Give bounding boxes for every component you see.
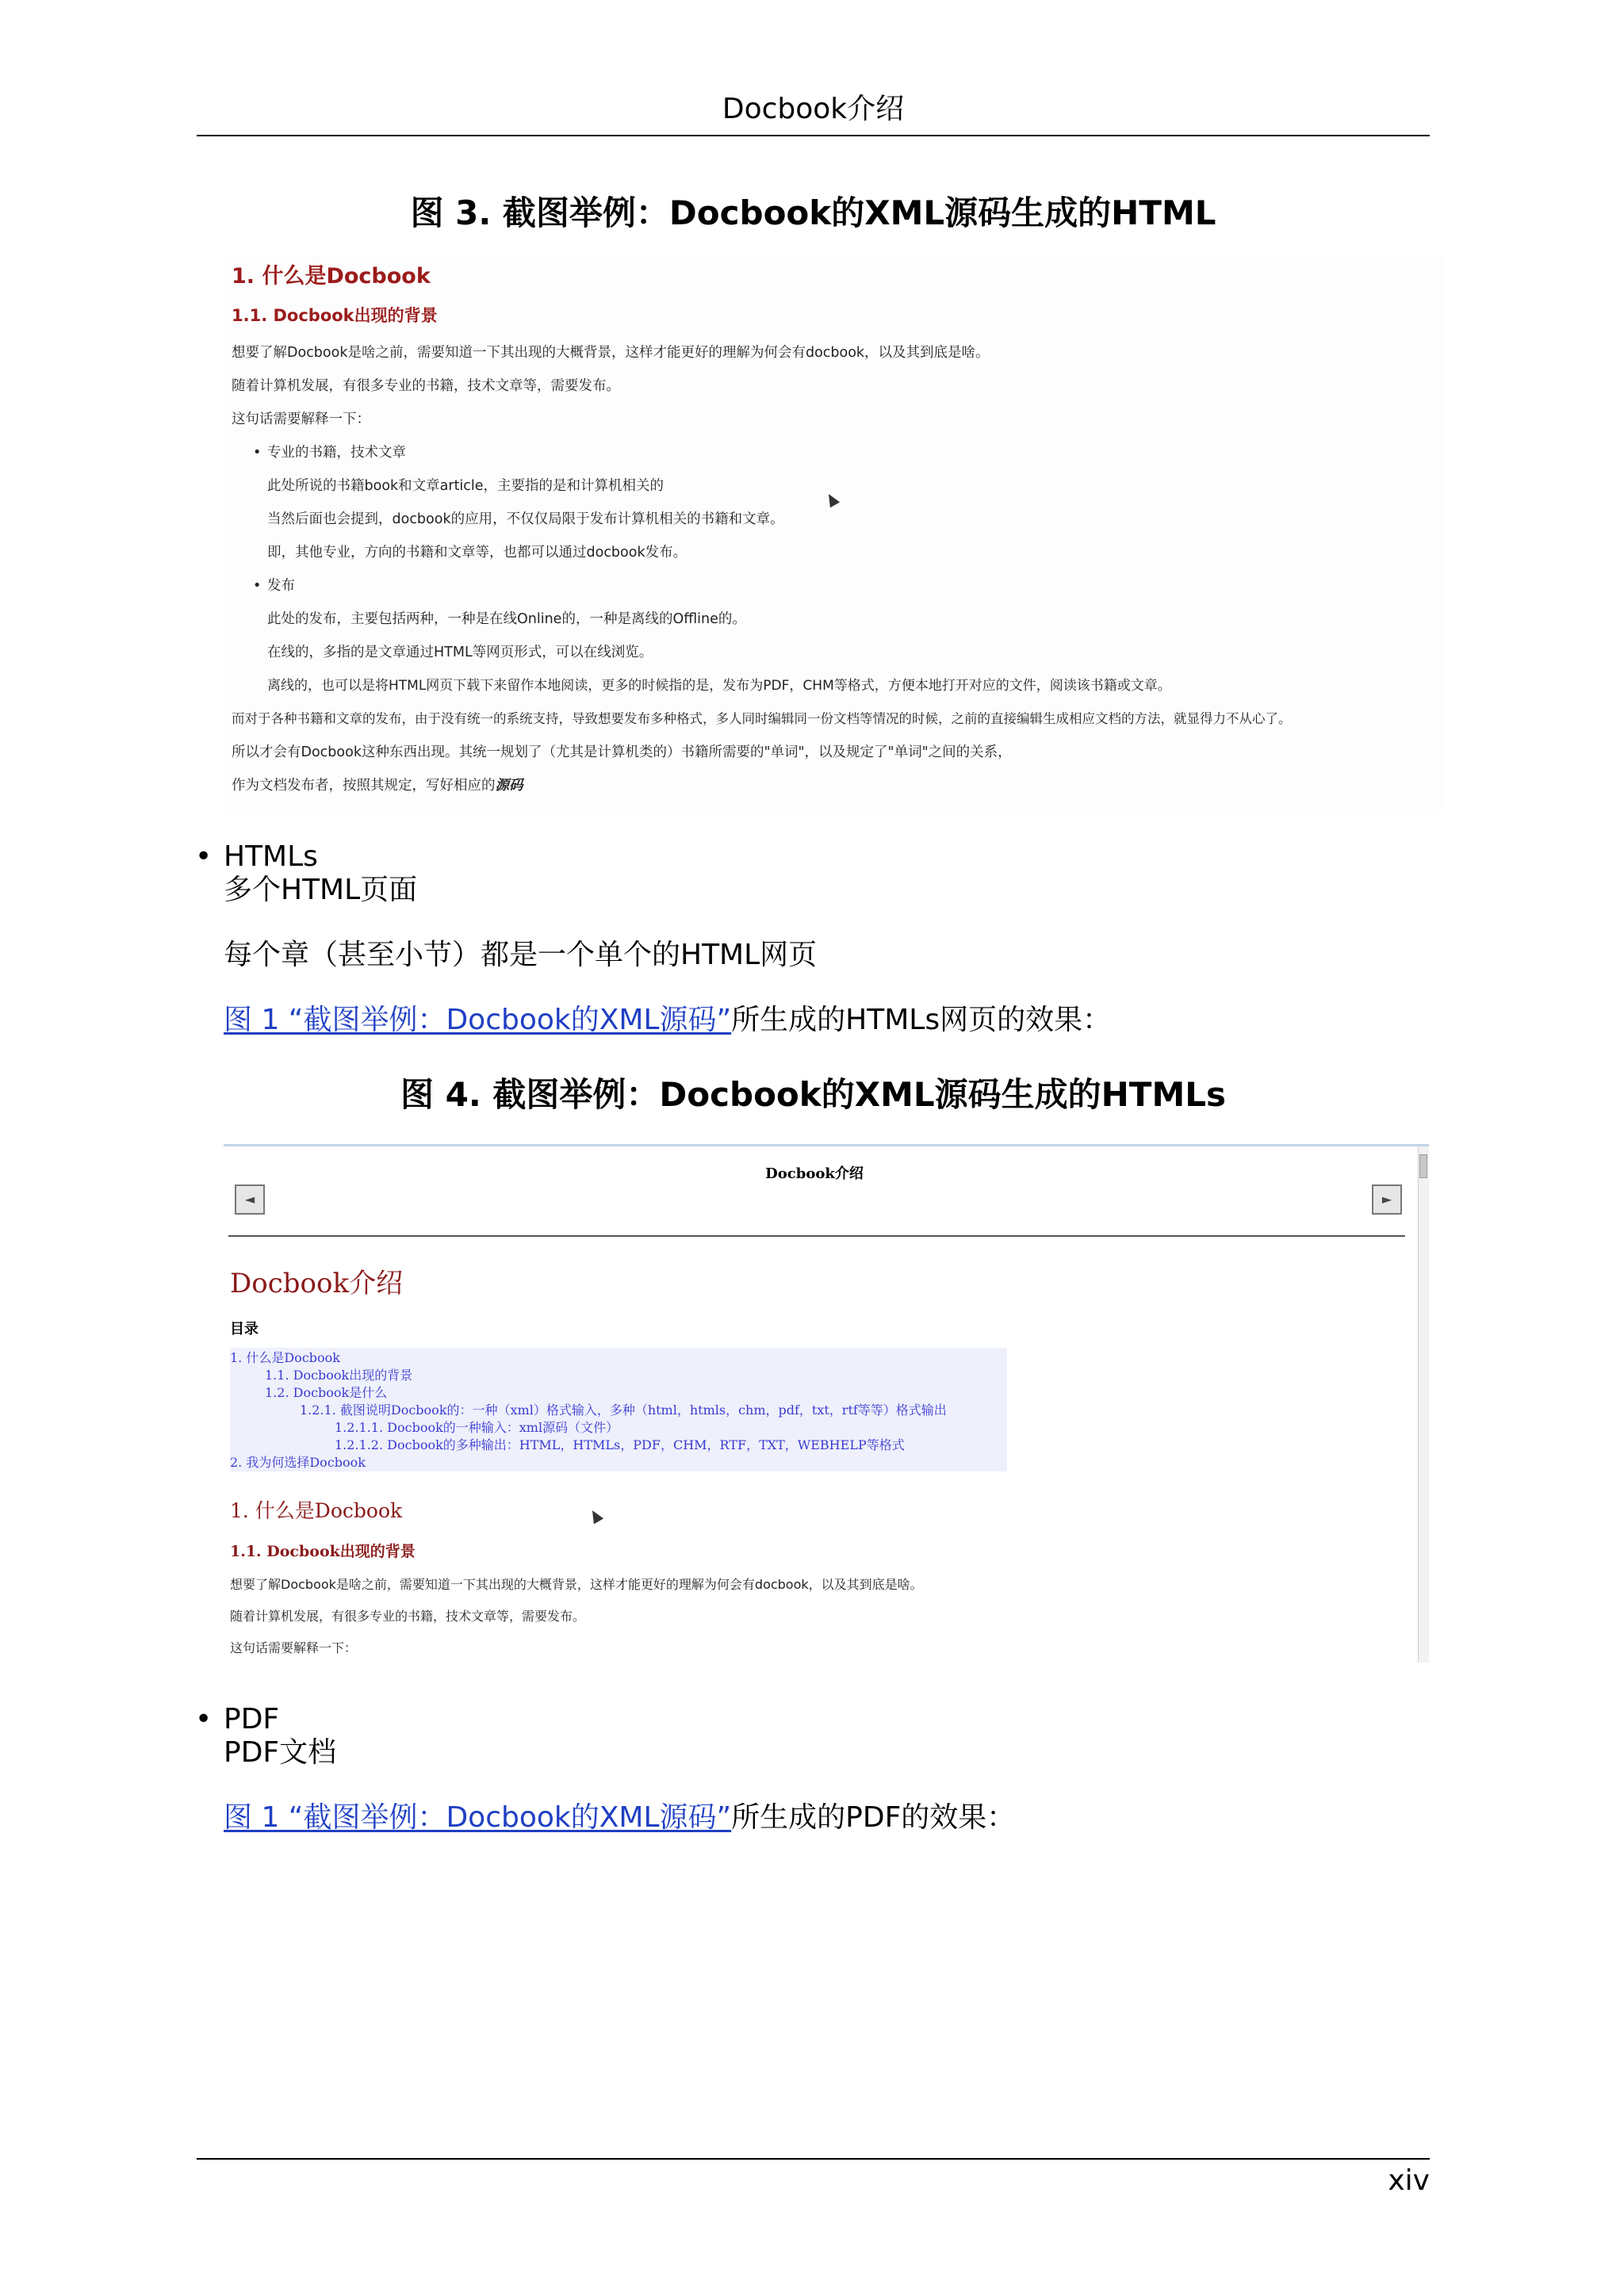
screenshot-heading-1: 1. 什么是Docbook [232, 264, 431, 289]
figure-4-title: 图 4. 截图举例：Docbook的XML源码生成的HTMLs [400, 1075, 1227, 1114]
screenshot-line: 此处的发布，主要包括两种，一种是在线Online的，一种是离线的Offline的。 [267, 611, 746, 627]
scrollbar-thumb[interactable] [1419, 1154, 1427, 1178]
screenshot-bullet: • 专业的书籍，技术文章 [267, 444, 406, 461]
screenshot-bullet: • 发布 [267, 577, 295, 595]
screenshot-heading-2: 1.1. Docbook出现的背景 [232, 306, 438, 325]
screenshot-line [232, 777, 523, 794]
pdf-line-1: PDF文档 [224, 1736, 337, 1769]
prev-page-button[interactable] [235, 1184, 265, 1215]
toc-link[interactable]: 1.2.1.1. Docbook的一种输入：xml源码（文件） [335, 1420, 619, 1435]
nav-separator [228, 1235, 1405, 1237]
toc-heading: 目录 [230, 1321, 259, 1337]
next-page-button[interactable] [1372, 1184, 1402, 1215]
nav-header-title: Docbook介绍 [765, 1165, 864, 1182]
figure-3-title: 图 3. 截图举例：Docbook的XML源码生成的HTML [410, 193, 1216, 232]
screenshot-line: 这句话需要解释一下： [230, 1640, 358, 1655]
toc-link[interactable]: 1.1. Docbook出现的背景 [265, 1368, 413, 1383]
screenshot-line: 所以才会有Docbook这种东西出现。其统一规划了（尤其是计算机类的）书籍所需要的"单词"，以及规定了"单词"之间的关系， [232, 744, 1012, 760]
screenshot-line: 离线的，也可以是将HTML网页下载下来留作本地阅读，更多的时候指的是，发布为PDF，CHM等格式，方便本地打开对应的文件，阅读该书籍或文章。 [267, 678, 1171, 694]
htmls-line-3-suffix: 所生成的HTMLs网页的效果： [731, 1004, 1112, 1036]
figure-1-link[interactable]: 图 1 “截图举例：Docbook的XML源码” [224, 1801, 732, 1834]
figure-4-screenshot [224, 1144, 1429, 1663]
mouse-cursor-icon [588, 1508, 603, 1525]
screenshot-line: 此处所说的书籍book和文章article，主要指的是和计算机相关的 [267, 478, 665, 494]
screenshot-tail-text: 作为文档发布者，按照其规定，写好相应的 [232, 778, 496, 794]
header-rule [197, 135, 1430, 136]
doc-title: Docbook介绍 [230, 1268, 404, 1299]
toc-link[interactable]: 1.2.1. 截图说明Docbook的：一种（xml）格式输入，多种（html，htmls，chm，pdf，txt，rtf等等）格式输出 [300, 1402, 947, 1418]
screenshot-heading-2: 1.1. Docbook出现的背景 [230, 1543, 416, 1560]
toc-list [230, 1348, 1007, 1471]
toc-link[interactable]: 1. 什么是Docbook [230, 1350, 340, 1365]
running-header: Docbook介绍 [722, 93, 905, 125]
footer-rule [197, 2158, 1430, 2160]
screenshot-line: 想要了解Docbook是啥之前，需要知道一下其出现的大概背景，这样才能更好的理解为何会有docbook，以及其到底是啥。 [230, 1577, 923, 1592]
screenshot-emphasis: 源码 [495, 778, 523, 794]
list-bullet: • [195, 840, 213, 873]
vertical-scrollbar[interactable] [1418, 1146, 1429, 1663]
next-arrow-icon: ► [1381, 1192, 1392, 1207]
screenshot-line: 想要了解Docbook是啥之前，需要知道一下其出现的大概背景，这样才能更好的理解为何会有docbook，以及其到底是啥。 [232, 345, 990, 361]
screenshot-line: 这句话需要解释一下： [232, 411, 370, 427]
screenshot-line: 随着计算机发展，有很多专业的书籍，技术文章等，需要发布。 [232, 378, 620, 394]
screenshot-line: 在线的，多指的是文章通过HTML等网页形式，可以在线浏览。 [267, 645, 653, 660]
pdf-term: PDF [224, 1703, 280, 1735]
htmls-line-2: 每个章（甚至小节）都是一个单个的HTML网页 [224, 939, 818, 971]
prev-arrow-icon: ◄ [244, 1192, 255, 1207]
htmls-term: HTMLs [224, 840, 318, 873]
page-number: xiv [1388, 2164, 1430, 2197]
pdf-line-2-suffix: 所生成的PDF的效果： [731, 1801, 1016, 1834]
screenshot-line: 即，其他专业，方向的书籍和文章等，也都可以通过docbook发布。 [267, 545, 688, 561]
htmls-line-1: 多个HTML页面 [224, 874, 418, 906]
screenshot-line: 随着计算机发展，有很多专业的书籍，技术文章等，需要发布。 [230, 1609, 586, 1624]
mouse-cursor-icon [824, 492, 840, 508]
toc-link[interactable]: 2. 我为何选择Docbook [230, 1455, 366, 1470]
screenshot-heading-1: 1. 什么是Docbook [230, 1499, 403, 1522]
toc-link[interactable]: 1.2. Docbook是什么 [265, 1385, 388, 1400]
screenshot-line: 当然后面也会提到，docbook的应用，不仅仅局限于发布计算机相关的书籍和文章。 [267, 511, 784, 527]
toc-link[interactable]: 1.2.1.2. Docbook的多种输出：HTML，HTMLs，PDF，CHM，RTF，TXT，WEBHELP等格式 [335, 1437, 905, 1452]
screenshot-line: 而对于各种书籍和文章的发布，由于没有统一的系统支持，导致想要发布多种格式，多人同时编辑同一份文档等情况的时候，之前的直接编辑生成相应文档的方法，就显得力不从心了。 [232, 711, 1292, 726]
list-bullet: • [195, 1703, 213, 1735]
htmls-line-3 [224, 1002, 1111, 1039]
figure-3-screenshot [224, 255, 1445, 810]
figure-1-link[interactable]: 图 1 “截图举例：Docbook的XML源码” [224, 1004, 732, 1036]
pdf-line-2 [224, 1800, 1015, 1836]
